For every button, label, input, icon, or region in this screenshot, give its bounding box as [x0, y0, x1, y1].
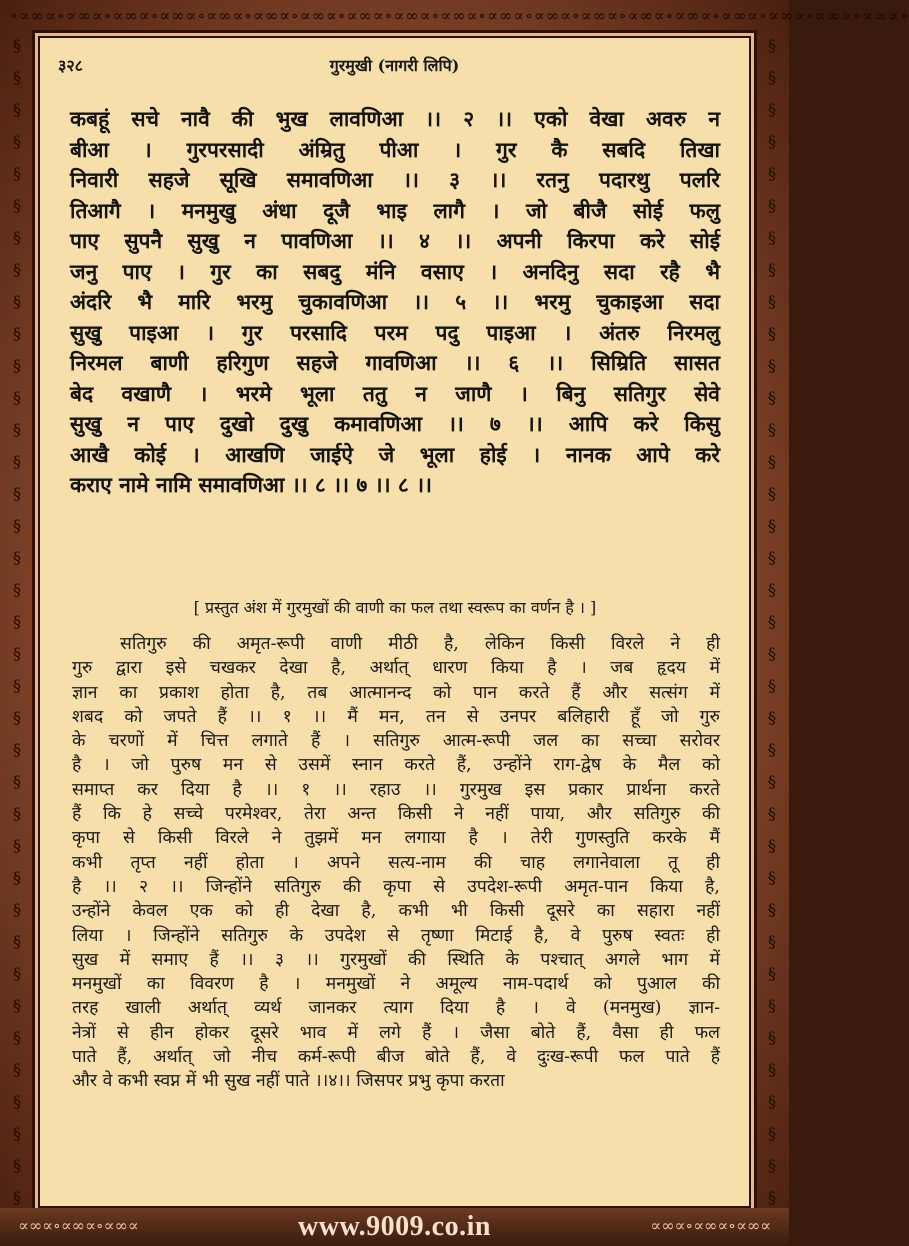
scripture-line: कराए नामे नामि समावणिआ ।। ८ ।। ७ ।। ८ ।।: [70, 473, 433, 497]
commentary-line: और वे कभी स्वप्न में भी सुख नहीं पाते ।।४।। जिसपर प्रभु कृपा करता: [72, 1071, 505, 1092]
commentary-line: है ।। २ ।। जिन्होंने सतिगुरु की कृपा से उपदेश-रूपी अमृत-पान किया है,: [72, 876, 720, 897]
commentary-line: कृपा से किसी विरले ने तुझमें मन लगाया है । तेरी गुणस्तुति करके मैं: [72, 828, 720, 849]
running-title: गुरमुखी (नागरी लिपि): [329, 56, 460, 75]
scripture-line: निवारी सहजे सूखि समावणिआ ।। ३ ।। रतनु पदारथु पलरि: [70, 168, 720, 192]
commentary-line: सुख में समाए हैं ।। ३ ।। गुरमुखों की स्थिति के पश्चात् अगले भाग में: [72, 949, 720, 970]
scripture-line: कबहूं सचे नावै की भुख लावणिआ ।। २ ।। एको वेखा अवरु न: [70, 107, 720, 131]
scripture-line: सुखु न पाए दुखो दुखु कमावणिआ ।। ७ ।। आपि करे किसु: [70, 412, 720, 436]
footer-ornament-left: ∝∞∝∘∝∞∝∘∝∞∝: [18, 1216, 139, 1235]
scripture-line: जनु पाए । गुर का सबदु मंनि वसाए । अनदिनु सदा रहै भै: [70, 259, 720, 284]
commentary-line: नेत्रों से हीन होकर दूसरे भाव में लगे हैं । जैसा बोते हैं, वैसा ही फल: [72, 1022, 720, 1043]
page-header: [58, 54, 731, 78]
scripture-line: पाए सुपनै सुखु न पावणिआ ।। ४ ।। अपनी किरपा करे सोई: [70, 229, 720, 253]
scripture-line: बीआ । गुरपरसादी अंम्रितु पीआ । गुर कै सबदि तिखा: [70, 137, 720, 162]
site-url-link[interactable]: www.9009.co.in: [298, 1211, 491, 1242]
scripture-line: अंदरि भै मारि भरमु चुकावणिआ ।। ५ ।। भरमु चुकाइआ सदा: [70, 290, 720, 314]
scripture-line: आखै कोई । आखणि जाईऐ जे भूला होई । नानक आपे करे: [70, 442, 720, 467]
commentary-line: लिया । जिन्होंने सतिगुरु के उपदेश से तृष्णा मिटाई है, वे पुरुष स्वतः ही: [72, 925, 720, 946]
frame-ornament-left: § § § § § § § § § § § § § § § § § § § § § § § § § § § § § § § § § § § § §: [13, 36, 21, 1207]
book-page: [38, 36, 751, 1208]
editorial-note: [ प्रस्तुत अंश में गुरमुखों की वाणी का फल तथा स्वरूप का वर्णन है । ]: [193, 598, 597, 617]
scripture-line: निरमल बाणी हरिगुण सहजे गावणिआ ।। ६ ।। सिम्रिति सासत: [70, 351, 720, 375]
commentary-block: [72, 632, 720, 1094]
commentary-line: पाते हैं, अर्थात् जो नीच कर्म-रूपी बीज बोते हैं, वे दुःख-रूपी फल पाते हैं: [72, 1047, 720, 1068]
commentary-line: हैं कि हे सच्चे परमेश्वर, तेरा अन्त किसी ने नहीं पाया, और सतिगुरु की: [72, 804, 720, 825]
scripture-block: [70, 104, 720, 501]
scripture-line: तिआगै । मनमुखु अंधा दूजै भाइ लागै । जो बीजै सोई फलु: [70, 198, 720, 223]
page-number: ३२८: [58, 56, 83, 75]
commentary-line: ज्ञान का प्रकाश होता है, तब आत्मानन्द को पान करते हैं और सत्संग में: [72, 682, 720, 703]
commentary-line: तरह खाली अर्थात् व्यर्थ जानकर त्याग दिया है । वे (मनमुख) ज्ञान-: [72, 998, 720, 1019]
commentary-line: के चरणों में चित्त लगाते हैं । सतिगुरु आत्म-रूपी जल का सच्चा सरोवर: [72, 731, 720, 752]
commentary-line: उन्होंने केवल एक को ही देखा है, कभी भी किसी दूसरे का सहारा नहीं: [72, 901, 720, 922]
commentary-line: समाप्त कर दिया है ।। १ ।। रहाउ ।। गुरमुख इस प्रकार प्रार्थना करते: [72, 779, 720, 800]
footer-ornament-right: ∝∞∝∘∝∞∝∘∝∞∝: [650, 1216, 771, 1235]
commentary-line: शबद को जपते हैं ।। १ ।। मैं मन, तन से उनपर बलिहारी हूँ जो गुरु: [72, 706, 720, 727]
frame-ornament-right: § § § § § § § § § § § § § § § § § § § § § § § § § § § § § § § § § § § § §: [768, 36, 776, 1207]
commentary-line: मनमुखों का विवरण है । मनमुखों ने अमूल्य नाम-पदार्थ को पुआल की: [72, 974, 720, 995]
scripture-line: सुखु पाइआ । गुर परसादि परम पदु पाइआ । अंतरु निरमलु: [70, 320, 720, 345]
commentary-line: गुरु द्वारा इसे चखकर देखा है, अर्थात् धारण किया है । जब हृदय में: [72, 658, 720, 679]
scripture-line: बेद वखाणै । भरमे भूला ततु न जाणै । बिनु सतिगुर सेवे: [70, 381, 720, 406]
commentary-line: है । जो पुरुष मन से उसमें स्नान करते हैं, उन्होंने राग-द्वेष के मैल को: [72, 755, 720, 776]
commentary-line: सतिगुरु की अमृत-रूपी वाणी मीठी है, लेकिन किसी विरले ने ही: [120, 634, 720, 654]
frame-ornament-top: ∘∝∞∝∘∝∞∝∘∝∞∝∘∝∞∝∘∝∞∝∘∝∞∝∘∝∞∝∘∝∞∝∘∝∞∝∘∝∞∝∘∝∞∝∘∝∞∝∘∝∞∝∘∝∞∝∘∝∞∝∘∝∞∝∘∝∞∝∘∝∞∝∘∝∞∝∘: [10, 6, 909, 25]
footer-bar: [0, 1208, 789, 1246]
commentary-line: कभी तृप्त नहीं होता । अपने सत्य-नाम की चाह लगानेवाला तू ही: [72, 852, 720, 873]
